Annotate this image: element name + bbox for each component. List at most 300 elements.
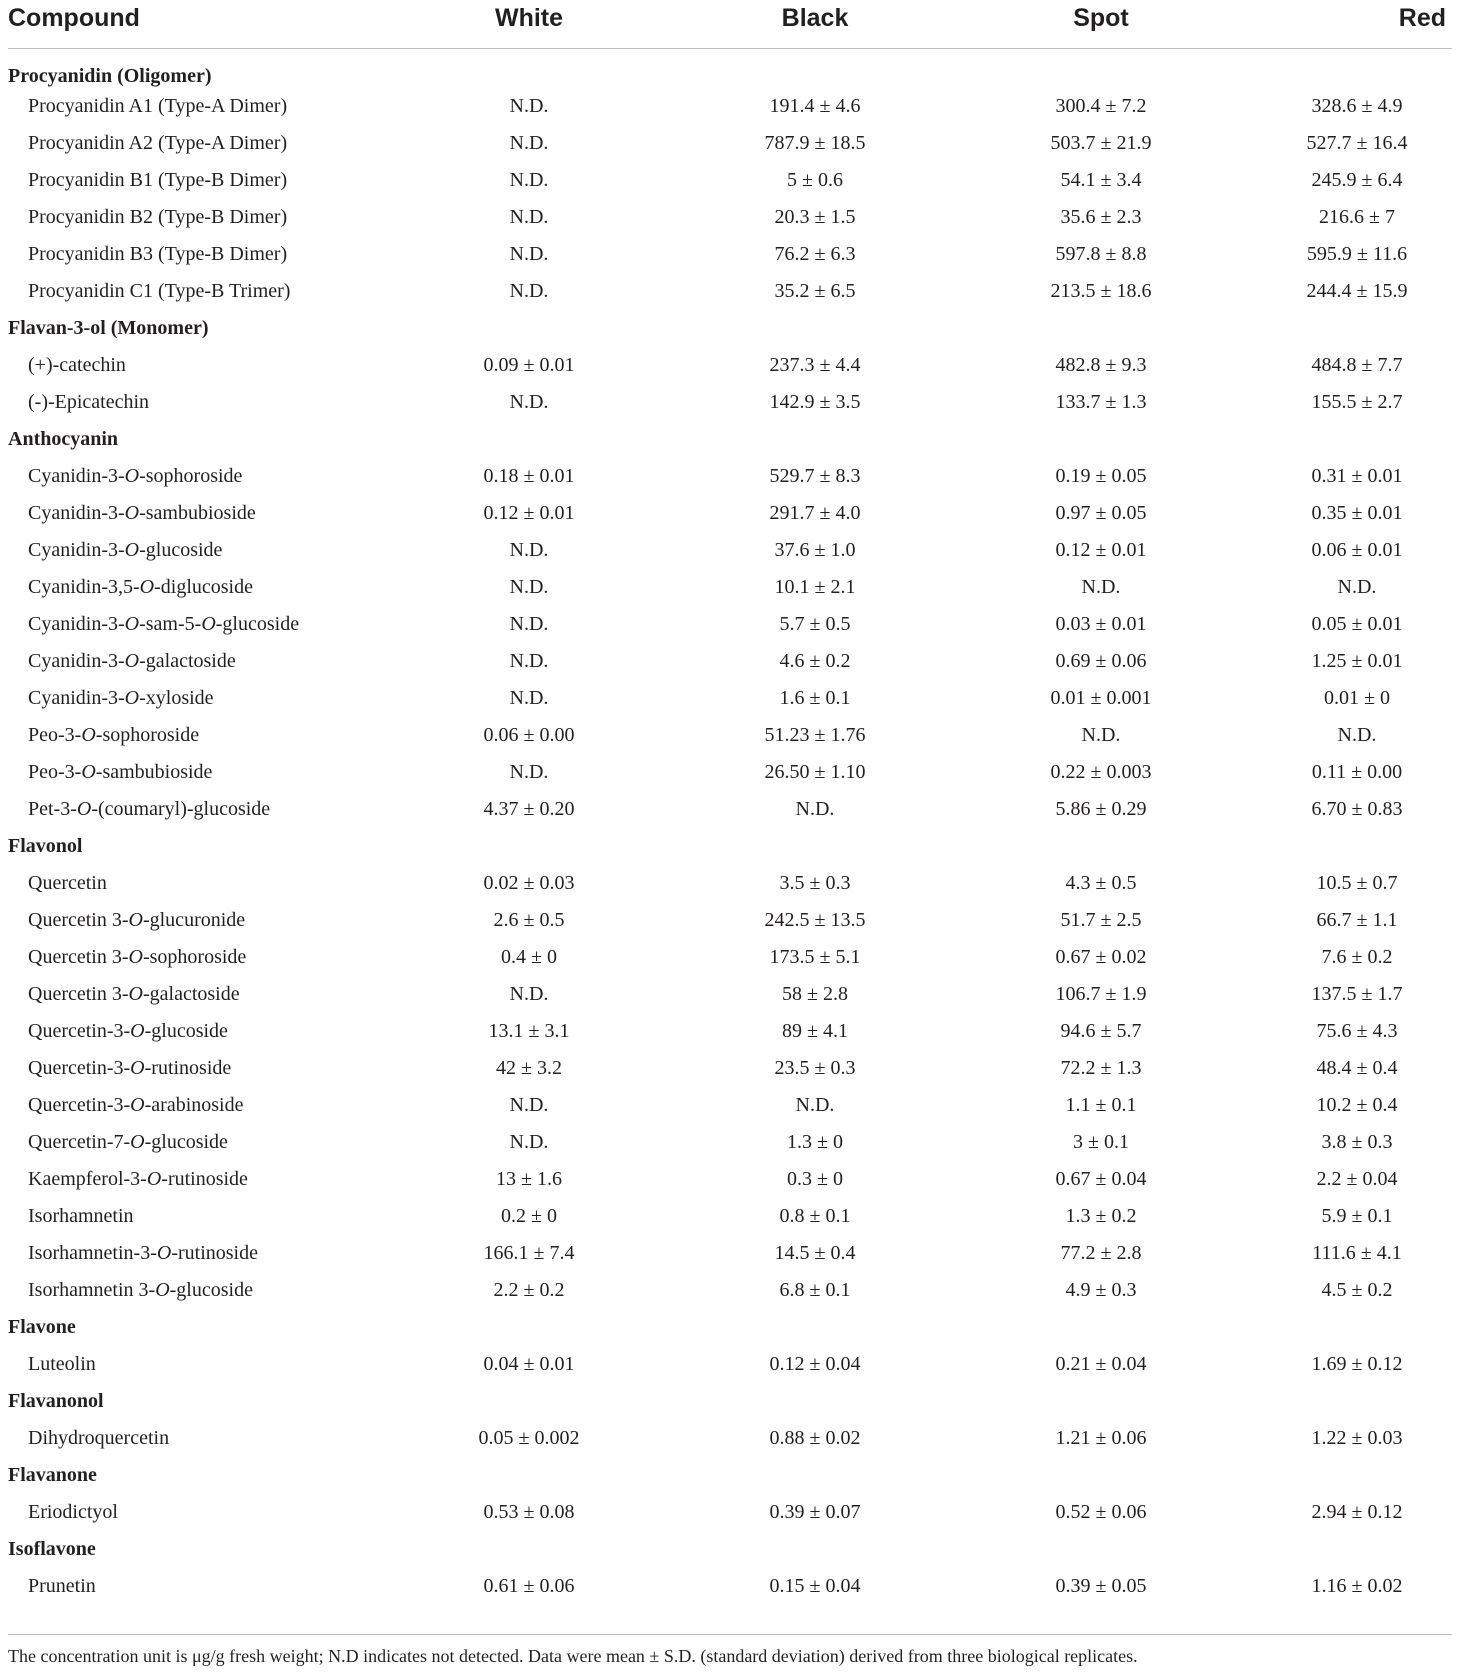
value-black: 0.12 ± 0.04 <box>769 1353 861 1375</box>
value-spot: 72.2 ± 1.3 <box>1060 1057 1142 1079</box>
compound-name: Procyanidin C1 (Type-B Trimer) <box>28 280 291 302</box>
value-black: 0.3 ± 0 <box>787 1168 843 1190</box>
compound-name-part: Quercetin 3- <box>28 909 129 931</box>
value-red: 595.9 ± 11.6 <box>1306 243 1408 265</box>
category-label: Flavonol <box>8 835 83 857</box>
value-spot: 1.21 ± 0.06 <box>1055 1427 1147 1449</box>
compound-name-part: -xyloside <box>139 687 214 709</box>
value-black: 89 ± 4.1 <box>782 1020 848 1042</box>
compound-name <box>8 569 386 606</box>
value-black: 291.7 ± 4.0 <box>769 502 861 524</box>
compound-name <box>8 606 386 643</box>
category-label: Flavanone <box>8 1464 97 1486</box>
header-compound: Compound <box>8 0 386 49</box>
table-row <box>8 347 1452 384</box>
compound-name <box>8 754 386 791</box>
compound-name-part: Quercetin 3- <box>28 983 129 1005</box>
category-row <box>8 1383 1452 1420</box>
value-spot: 94.6 ± 5.7 <box>1060 1020 1142 1042</box>
value-spot: 4.3 ± 0.5 <box>1065 872 1137 894</box>
compound-name <box>8 643 386 680</box>
value-red-cell <box>1244 347 1452 384</box>
compound-name: Procyanidin A1 (Type-A Dimer) <box>28 95 288 117</box>
value-red-cell <box>1244 754 1452 791</box>
table-row <box>8 1568 1452 1605</box>
value-black: 51.23 ± 1.76 <box>764 724 866 746</box>
value-red-cell <box>1244 162 1452 199</box>
compound-name-part: Cyanidin-3- <box>28 465 125 487</box>
value-spot: 0.69 ± 0.06 <box>1055 650 1147 672</box>
value-red: 75.6 ± 4.3 <box>1316 1020 1398 1042</box>
value-red-cell <box>1244 865 1452 902</box>
value-black: N.D. <box>795 798 835 820</box>
value-black: 173.5 ± 5.1 <box>769 946 861 968</box>
table-footnote: The concentration unit is μg/g fresh weight; N.D indicates not detected. Data were mean ± S.D. (standard deviation) derived from three biological replicates. <box>8 1646 1138 1666</box>
table-row <box>8 865 1452 902</box>
table-header <box>8 0 1452 49</box>
value-black: 5 ± 0.6 <box>787 169 843 191</box>
compound-name-part: Kaempferol-3- <box>28 1168 147 1190</box>
value-black: 1.6 ± 0.1 <box>779 687 851 709</box>
value-spot: 1.3 ± 0.2 <box>1065 1205 1137 1227</box>
value-red: 0.05 ± 0.01 <box>1311 613 1403 635</box>
value-white: N.D. <box>509 576 549 598</box>
compound-name-part: -glucoside <box>215 613 300 635</box>
value-black: 4.6 ± 0.2 <box>779 650 851 672</box>
table-row <box>8 199 1452 236</box>
compound-name-italic: O <box>76 798 92 820</box>
compound-name <box>8 939 386 976</box>
value-red-cell <box>1244 643 1452 680</box>
value-black: 142.9 ± 3.5 <box>769 391 861 413</box>
table-row <box>8 1420 1452 1457</box>
compound-name-part: Peo-3- <box>28 761 82 783</box>
value-spot: 503.7 ± 21.9 <box>1050 132 1152 154</box>
value-red-cell <box>1244 273 1452 310</box>
value-black: 0.8 ± 0.1 <box>779 1205 851 1227</box>
value-black: 5.7 ± 0.5 <box>779 613 851 635</box>
value-white: N.D. <box>509 243 549 265</box>
compound-name-part: -rutinoside <box>171 1242 258 1264</box>
compound-name-part: -galactoside <box>142 983 240 1005</box>
compound-name: Dihydroquercetin <box>28 1427 170 1449</box>
value-white: 0.53 ± 0.08 <box>483 1501 575 1523</box>
value-red: 2.2 ± 0.04 <box>1316 1168 1398 1190</box>
value-black: 6.8 ± 0.1 <box>779 1279 851 1301</box>
value-spot: 482.8 ± 9.3 <box>1055 354 1147 376</box>
value-spot: 77.2 ± 2.8 <box>1060 1242 1142 1264</box>
value-white: N.D. <box>509 983 549 1005</box>
value-red-cell <box>1244 1346 1452 1383</box>
category-row <box>8 49 1452 89</box>
value-red-cell <box>1244 717 1452 754</box>
value-red-cell <box>1244 606 1452 643</box>
value-white: N.D. <box>509 95 549 117</box>
compound-name <box>8 1272 386 1309</box>
compound-name-part: Isorhamnetin 3- <box>28 1279 156 1301</box>
value-red-cell <box>1244 976 1452 1013</box>
category-label: Anthocyanin <box>8 428 119 450</box>
value-spot: 0.19 ± 0.05 <box>1055 465 1147 487</box>
value-white: 0.02 ± 0.03 <box>483 872 575 894</box>
header-white: White <box>386 0 672 49</box>
compound-name: (+)-catechin <box>28 354 126 376</box>
table-row <box>8 1087 1452 1124</box>
compound-name: Eriodictyol <box>28 1501 118 1523</box>
value-white: N.D. <box>509 761 549 783</box>
compound-name-part: Quercetin-3- <box>28 1020 131 1042</box>
compound-name-italic: O <box>155 1279 170 1301</box>
compound-name <box>8 458 386 495</box>
value-red: 7.6 ± 0.2 <box>1321 946 1393 968</box>
value-red: 527.7 ± 16.4 <box>1306 132 1408 154</box>
compound-name-italic: O <box>124 650 140 672</box>
compound-name: (-)-Epicatechin <box>28 391 150 413</box>
compound-name <box>8 532 386 569</box>
table-row <box>8 1198 1452 1235</box>
value-red: 4.5 ± 0.2 <box>1321 1279 1393 1301</box>
table-row <box>8 495 1452 532</box>
compound-name <box>8 1050 386 1087</box>
value-red-cell <box>1244 125 1452 162</box>
value-white: N.D. <box>509 613 549 635</box>
value-red: 0.31 ± 0.01 <box>1311 465 1403 487</box>
value-spot: 0.52 ± 0.06 <box>1055 1501 1147 1523</box>
value-black: 23.5 ± 0.3 <box>774 1057 856 1079</box>
compound-name-italic: O <box>124 687 140 709</box>
compound-name-part: Quercetin 3- <box>28 946 129 968</box>
compound-name: Procyanidin B1 (Type-B Dimer) <box>28 169 288 191</box>
value-red-cell <box>1244 1161 1452 1198</box>
table-row <box>8 569 1452 606</box>
compound-name <box>8 1087 386 1124</box>
compound-name: Procyanidin B2 (Type-B Dimer) <box>28 206 288 228</box>
value-red-cell <box>1244 1013 1452 1050</box>
value-red-cell <box>1244 939 1452 976</box>
value-spot: 106.7 ± 1.9 <box>1055 983 1147 1005</box>
value-red: 137.5 ± 1.7 <box>1311 983 1403 1005</box>
value-red: 1.16 ± 0.02 <box>1311 1575 1403 1597</box>
value-white: 0.12 ± 0.01 <box>483 502 575 524</box>
value-white: 2.2 ± 0.2 <box>493 1279 565 1301</box>
value-white: N.D. <box>509 169 549 191</box>
category-row <box>8 310 1452 347</box>
compound-name-part: Quercetin-3- <box>28 1057 131 1079</box>
value-red-cell <box>1244 1420 1452 1457</box>
compound-name: Procyanidin A2 (Type-A Dimer) <box>28 132 288 154</box>
compound-name-part: Cyanidin-3,5- <box>28 576 140 598</box>
compound-name-part: -galactoside <box>139 650 236 672</box>
value-white: 42 ± 3.2 <box>496 1057 562 1079</box>
compound-name-italic: O <box>81 724 96 746</box>
category-label: Isoflavone <box>8 1538 96 1560</box>
value-red-cell <box>1244 495 1452 532</box>
value-white: 0.09 ± 0.01 <box>483 354 575 376</box>
table-row <box>8 1050 1452 1087</box>
compound-name-part: -(coumaryl)-glucoside <box>91 798 271 820</box>
category-row <box>8 1309 1452 1346</box>
compound-name-italic: O <box>201 613 216 635</box>
value-spot: 4.9 ± 0.3 <box>1065 1279 1137 1301</box>
compound-name-part: Peo-3- <box>28 724 82 746</box>
value-spot: 0.21 ± 0.04 <box>1055 1353 1147 1375</box>
table-row <box>8 1161 1452 1198</box>
compound-name-part: -diglucoside <box>154 576 253 598</box>
value-black: 191.4 ± 4.6 <box>769 95 861 117</box>
table-row <box>8 717 1452 754</box>
table-row <box>8 236 1452 273</box>
value-red-cell <box>1244 1087 1452 1124</box>
compound-name-part: Isorhamnetin-3- <box>28 1242 157 1264</box>
value-white: 0.06 ± 0.00 <box>483 724 575 746</box>
value-red: 328.6 ± 4.9 <box>1311 95 1403 117</box>
value-spot: 51.7 ± 2.5 <box>1060 909 1142 931</box>
category-label: Procyanidin (Oligomer) <box>8 65 212 87</box>
compound-name-italic: O <box>124 613 140 635</box>
value-white: N.D. <box>509 1094 549 1116</box>
compound-name: Isorhamnetin <box>28 1205 134 1227</box>
compound-name: Luteolin <box>28 1353 96 1375</box>
compound-name-italic: O <box>124 465 140 487</box>
value-black: 3.5 ± 0.3 <box>779 872 851 894</box>
value-white: N.D. <box>509 687 549 709</box>
compound-name-part: -sophoroside <box>95 724 200 746</box>
value-red-cell <box>1244 1235 1452 1272</box>
compound-name-part: -rutinoside <box>161 1168 248 1190</box>
value-red: 0.01 ± 0 <box>1324 687 1390 709</box>
value-black: N.D. <box>795 1094 835 1116</box>
table-row <box>8 1235 1452 1272</box>
table-row <box>8 532 1452 569</box>
compound-name-italic: O <box>130 1020 145 1042</box>
value-red-cell <box>1244 532 1452 569</box>
compound-name-part: -sambubioside <box>95 761 213 783</box>
value-black: 0.39 ± 0.07 <box>769 1501 861 1523</box>
compound-name-part: Cyanidin-3- <box>28 687 125 709</box>
value-red-cell <box>1244 199 1452 236</box>
value-red: 6.70 ± 0.83 <box>1311 798 1403 820</box>
compound-name-part: -sambubioside <box>139 502 256 524</box>
value-spot: 597.8 ± 8.8 <box>1055 243 1147 265</box>
table-row <box>8 939 1452 976</box>
table-row <box>8 384 1452 421</box>
category-row <box>8 1457 1452 1494</box>
value-red: N.D. <box>1337 724 1377 746</box>
value-red-cell <box>1244 1568 1452 1605</box>
compound-name-part: Pet-3- <box>28 798 77 820</box>
value-white: N.D. <box>509 650 549 672</box>
value-red-cell <box>1244 569 1452 606</box>
value-spot: 0.03 ± 0.01 <box>1055 613 1147 635</box>
compound-name-part: Quercetin-3- <box>28 1094 131 1116</box>
value-red: 244.4 ± 15.9 <box>1306 280 1408 302</box>
compound-name-part: -sophoroside <box>142 946 247 968</box>
category-label: Flavan-3-ol (Monomer) <box>8 317 209 339</box>
value-black: 0.15 ± 0.04 <box>769 1575 861 1597</box>
table-row <box>8 976 1452 1013</box>
value-spot: 5.86 ± 0.29 <box>1055 798 1147 820</box>
value-white: 13.1 ± 3.1 <box>488 1020 570 1042</box>
category-row <box>8 421 1452 458</box>
value-red-cell <box>1244 1494 1452 1531</box>
compound-name-part: -sophoroside <box>139 465 243 487</box>
compound-name-italic: O <box>156 1242 172 1264</box>
value-spot: 133.7 ± 1.3 <box>1055 391 1147 413</box>
table-row <box>8 902 1452 939</box>
value-red-cell <box>1244 384 1452 421</box>
table-body <box>8 49 1452 1606</box>
value-white: 166.1 ± 7.4 <box>483 1242 575 1264</box>
compound-name <box>8 1124 386 1161</box>
compound-name-italic: O <box>128 909 143 931</box>
value-red: 111.6 ± 4.1 <box>1312 1242 1402 1264</box>
compound-name <box>8 495 386 532</box>
value-red: 10.2 ± 0.4 <box>1316 1094 1398 1116</box>
compound-name-part: -glucoside <box>144 1020 228 1042</box>
value-white: 0.04 ± 0.01 <box>483 1353 575 1375</box>
compound-name <box>8 902 386 939</box>
compound-name <box>8 717 386 754</box>
table-row <box>8 1272 1452 1309</box>
value-red-cell <box>1244 1124 1452 1161</box>
value-spot: 0.67 ± 0.04 <box>1055 1168 1147 1190</box>
compound-name-part: Cyanidin-3- <box>28 539 125 561</box>
value-red-cell <box>1244 458 1452 495</box>
value-white: 0.05 ± 0.002 <box>478 1427 580 1449</box>
value-red: 1.69 ± 0.12 <box>1311 1353 1403 1375</box>
compound-name-italic: O <box>124 539 140 561</box>
table-row <box>8 1494 1452 1531</box>
value-black: 26.50 ± 1.10 <box>764 761 866 783</box>
compound-name-part: Cyanidin-3- <box>28 650 125 672</box>
value-red: 5.9 ± 0.1 <box>1321 1205 1393 1227</box>
compound-concentration-table <box>8 0 1452 1605</box>
value-black: 529.7 ± 8.3 <box>769 465 861 487</box>
value-red: 216.6 ± 7 <box>1319 206 1395 228</box>
compound-name-part: -rutinoside <box>144 1057 232 1079</box>
value-red: 3.8 ± 0.3 <box>1321 1131 1393 1153</box>
category-row <box>8 1531 1452 1568</box>
value-red-cell <box>1244 236 1452 273</box>
value-red: 0.11 ± 0.00 <box>1311 761 1403 783</box>
compound-name-italic: O <box>130 1131 145 1153</box>
value-black: 787.9 ± 18.5 <box>764 132 866 154</box>
value-spot: 0.39 ± 0.05 <box>1055 1575 1147 1597</box>
value-spot: 0.97 ± 0.05 <box>1055 502 1147 524</box>
table-row <box>8 643 1452 680</box>
value-black: 237.3 ± 4.4 <box>769 354 861 376</box>
value-spot: 0.67 ± 0.02 <box>1055 946 1147 968</box>
compound-name-italic: O <box>124 502 140 524</box>
table-row <box>8 1013 1452 1050</box>
value-white: 4.37 ± 0.20 <box>483 798 575 820</box>
value-red: N.D. <box>1337 576 1377 598</box>
table-row <box>8 162 1452 199</box>
category-row <box>8 828 1452 865</box>
value-red-cell <box>1244 1050 1452 1087</box>
compound-name <box>8 976 386 1013</box>
compound-name <box>8 1013 386 1050</box>
value-red-cell <box>1244 1272 1452 1309</box>
compound-name: Procyanidin B3 (Type-B Dimer) <box>28 243 288 265</box>
value-red: 66.7 ± 1.1 <box>1316 909 1398 931</box>
value-white: N.D. <box>509 539 549 561</box>
value-white: N.D. <box>509 206 549 228</box>
compound-name-italic: O <box>146 1168 162 1190</box>
value-white: 2.6 ± 0.5 <box>493 909 565 931</box>
compound-name-part: Cyanidin-3- <box>28 502 125 524</box>
compound-name-part: Cyanidin-3- <box>28 613 125 635</box>
compound-name-italic: O <box>130 1094 145 1116</box>
compound-name <box>8 1235 386 1272</box>
value-black: 20.3 ± 1.5 <box>774 206 856 228</box>
table-row <box>8 125 1452 162</box>
category-label: Flavone <box>8 1316 76 1338</box>
table-row <box>8 273 1452 310</box>
compound-name <box>8 680 386 717</box>
header-black: Black <box>672 0 958 49</box>
value-red: 245.9 ± 6.4 <box>1311 169 1403 191</box>
value-spot: 54.1 ± 3.4 <box>1060 169 1142 191</box>
value-white: 0.2 ± 0 <box>501 1205 557 1227</box>
compound-name-italic: O <box>128 983 143 1005</box>
value-red: 484.8 ± 7.7 <box>1311 354 1403 376</box>
compound-name-part: -glucoside <box>169 1279 253 1301</box>
value-black: 35.2 ± 6.5 <box>774 280 856 302</box>
value-white: 0.18 ± 0.01 <box>483 465 575 487</box>
table-row <box>8 606 1452 643</box>
table-row <box>8 1124 1452 1161</box>
value-spot: 3 ± 0.1 <box>1073 1131 1129 1153</box>
compound-name-part: -glucuronide <box>142 909 246 931</box>
value-spot: 300.4 ± 7.2 <box>1055 95 1147 117</box>
value-spot: N.D. <box>1081 576 1121 598</box>
value-red: 155.5 ± 2.7 <box>1311 391 1403 413</box>
compound-name-italic: O <box>139 576 155 598</box>
value-white: 0.4 ± 0 <box>501 946 557 968</box>
value-black: 242.5 ± 13.5 <box>764 909 866 931</box>
category-label: Flavanonol <box>8 1390 104 1412</box>
value-red-cell <box>1244 680 1452 717</box>
value-red: 0.06 ± 0.01 <box>1311 539 1403 561</box>
value-red-cell <box>1244 902 1452 939</box>
value-red-cell <box>1244 88 1452 125</box>
compound-name <box>8 791 386 828</box>
header-red: Red <box>1244 0 1452 49</box>
table-row <box>8 88 1452 125</box>
value-spot: N.D. <box>1081 724 1121 746</box>
value-black: 58 ± 2.8 <box>782 983 848 1005</box>
table-row <box>8 680 1452 717</box>
value-spot: 213.5 ± 18.6 <box>1050 280 1152 302</box>
compound-name: Quercetin <box>28 872 107 894</box>
value-red-cell <box>1244 1198 1452 1235</box>
footer-divider <box>8 1634 1452 1635</box>
table-row <box>8 791 1452 828</box>
header-row <box>8 0 1452 49</box>
value-black: 1.3 ± 0 <box>787 1131 843 1153</box>
compound-name-part: -glucoside <box>139 539 223 561</box>
value-black: 0.88 ± 0.02 <box>769 1427 861 1449</box>
compound-name-italic: O <box>130 1057 145 1079</box>
value-red: 1.25 ± 0.01 <box>1311 650 1403 672</box>
compound-name-part: -glucoside <box>144 1131 228 1153</box>
value-white: N.D. <box>509 132 549 154</box>
value-spot: 0.01 ± 0.001 <box>1050 687 1152 709</box>
compound-name-part: -arabinoside <box>144 1094 244 1116</box>
value-white: 13 ± 1.6 <box>496 1168 562 1190</box>
value-red: 0.35 ± 0.01 <box>1311 502 1403 524</box>
